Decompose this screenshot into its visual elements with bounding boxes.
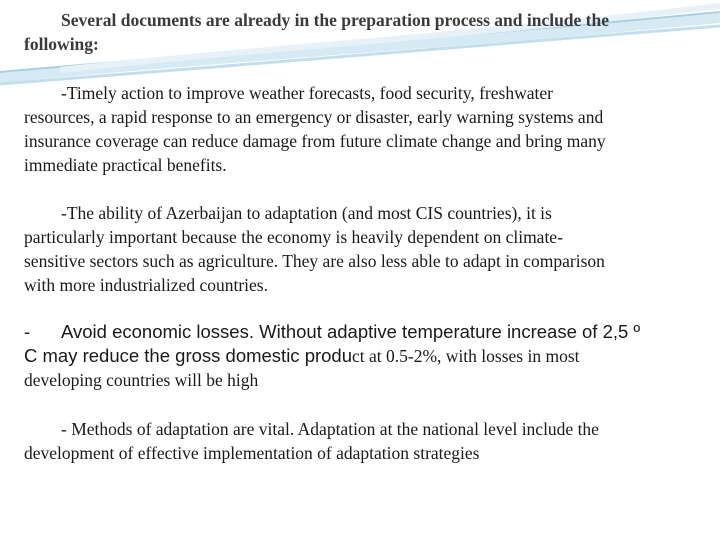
paragraph-line: [24, 344, 696, 368]
paragraph-line: development of effective implementation of adaptation strategies: [24, 443, 480, 463]
bullet-dash: -: [24, 321, 31, 342]
paragraph-line: resources, a rapid response to an emergency or disaster, early warning systems and: [24, 107, 604, 127]
paragraph-line: immediate practical benefits.: [24, 155, 227, 175]
paragraph-forecasts: [24, 81, 696, 177]
paragraph-line: - Methods of adaptation are vital. Adaptation at the national level include the: [61, 419, 599, 439]
paragraph-line-text: Avoid economic losses. Without adaptive temperature increase of 2,5 º: [61, 321, 641, 342]
paragraph-economic-losses: [24, 320, 696, 392]
paragraph-azerbaijan: [24, 201, 696, 297]
paragraph-line: sensitive sectors such as agriculture. They are also less able to adapt in comparison: [24, 251, 605, 271]
paragraph-line: insurance coverage can reduce damage from future climate change and bring many: [24, 131, 606, 151]
slide-heading: [24, 8, 696, 56]
paragraph-line: -Timely action to improve weather forecasts, food security, freshwater: [61, 83, 553, 103]
paragraph-methods: [24, 417, 696, 465]
paragraph-line: [24, 320, 696, 344]
paragraph-line: -The ability of Azerbaijan to adaptation (and most CIS countries), it is: [61, 203, 552, 223]
paragraph-line: with more industrialized countries.: [24, 275, 268, 295]
heading-line-1: Several documents are already in the preparation process and include the: [61, 10, 610, 30]
paragraph-line: developing countries will be high: [24, 370, 259, 390]
paragraph-line-serif: ct at 0.5-2%, with losses in most: [352, 346, 580, 366]
heading-line-2: following:: [24, 34, 99, 54]
paragraph-line-sans: C may reduce the gross domestic produ: [24, 345, 353, 366]
paragraph-line: particularly important because the economy is heavily dependent on climate-: [24, 227, 563, 247]
